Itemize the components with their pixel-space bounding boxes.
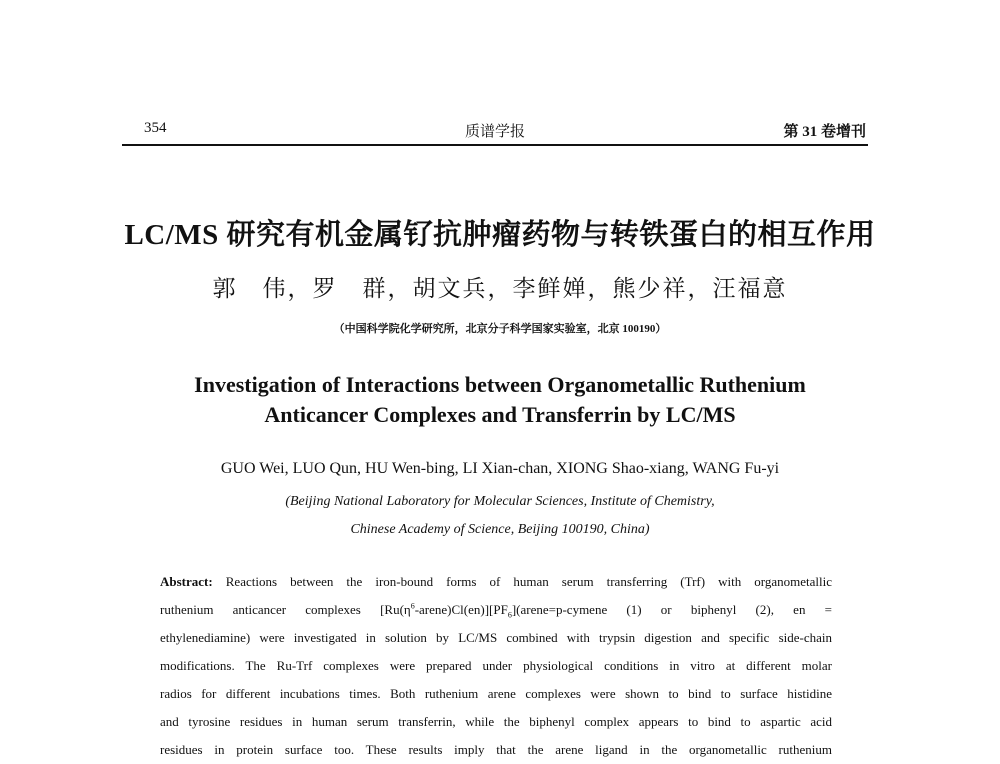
chinese-affiliation: （中国科学院化学研究所，北京分子科学国家实验室，北京 100190） (333, 323, 667, 335)
running-header (122, 120, 868, 146)
english-affiliation-line1: (Beijing National Laboratory for Molecular Sciences, Institute of Chemistry, (285, 494, 715, 509)
abstract-line: ethylenediamine) were investigated in solution by LC/MS combined with trypsin digestion and specific side-chain (160, 630, 832, 645)
abstract-text: ruthenium anticancer complexes [Ru(η (160, 602, 411, 617)
english-affiliation-line2: Chinese Academy of Science, Beijing 100190, China) (350, 522, 650, 537)
abstract-line: residues in protein surface too. These results imply that the arene ligand in the organometallic ruthenium (160, 742, 832, 757)
abstract-text: -arene)Cl(en)][PF (414, 602, 508, 617)
abstract-line: and tyrosine residues in human serum transferrin, while the biphenyl complex appears to bind to aspartic acid (160, 714, 832, 729)
abstract-line (160, 596, 832, 624)
superscript: 6 (410, 601, 415, 611)
abstract-line: modifications. The Ru-Trf complexes were prepared under physiological conditions in vitro at different molar (160, 658, 832, 673)
chinese-authors: 郭 伟，罗 群，胡文兵，李鲜婵，熊少祥，汪福意 (212, 276, 788, 301)
english-authors: GUO Wei, LUO Qun, HU Wen-bing, LI Xian-chan, XIONG Shao-xiang, WANG Fu-yi (220, 460, 780, 477)
subscript: 6 (507, 610, 512, 620)
english-title (140, 370, 860, 430)
page-number: 354 (144, 120, 167, 136)
abstract-line: radios for different incubations times. Both ruthenium arene complexes were shown to bind to surface histidine (160, 686, 832, 701)
english-affiliation (0, 488, 1000, 544)
abstract-text: ](arene=p-cymene (1) or biphenyl (2), en = (511, 602, 832, 617)
issue-label: 第 31 卷增刊 (783, 124, 866, 140)
abstract-label: Abstract: (160, 574, 213, 589)
journal-name: 质谱学报 (464, 124, 525, 140)
english-title-line1: Investigation of Interactions between Organometallic Ruthenium (194, 372, 806, 397)
abstract (160, 568, 832, 764)
english-title-line2: Anticancer Complexes and Transferrin by LC/MS (264, 402, 736, 427)
abstract-line (160, 568, 832, 596)
chinese-title: LC/MS 研究有机金属钌抗肿瘤药物与转铁蛋白的相互作用 (124, 219, 876, 251)
abstract-text: Reactions between the iron-bound forms of human serum transferring (Trf) with organometallic (225, 574, 833, 589)
